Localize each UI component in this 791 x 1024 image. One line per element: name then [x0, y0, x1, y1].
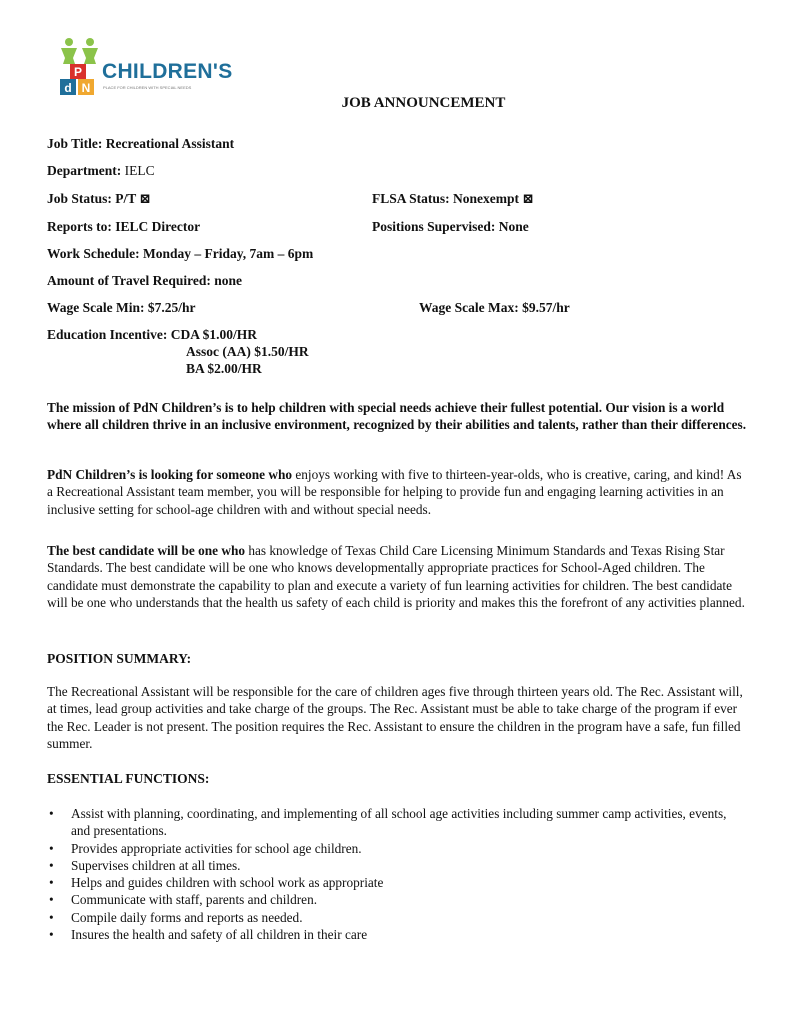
function-text: Insures the health and safety of all children in their care	[71, 927, 368, 943]
function-text: Compile daily forms and reports as needed.	[71, 909, 303, 925]
department-label: Department:	[47, 163, 122, 178]
flsa-status-label: FLSA Status:	[372, 191, 450, 206]
education-incentive-label: Education Incentive:	[47, 327, 168, 342]
travel-text: Amount of Travel Required: none	[47, 273, 243, 288]
logo-block-letter: d	[64, 81, 72, 95]
job-status-label: Job Status:	[47, 191, 112, 206]
education-assoc-value: Assoc (AA) $1.50/HR	[186, 344, 309, 359]
bullet-icon: •	[49, 875, 54, 891]
looking-for-lead: PdN Children’s is looking for someone who	[47, 467, 293, 482]
positions-supervised-value: None	[498, 219, 529, 234]
flsa-status-field	[372, 191, 534, 207]
list-item	[47, 805, 747, 840]
job-title-field	[47, 136, 234, 152]
work-schedule-field	[47, 246, 313, 262]
logo-mark-icon	[56, 36, 104, 98]
education-cda-value: CDA $1.00/HR	[170, 327, 258, 342]
function-text: Helps and guides children with school work as appropriate	[71, 875, 384, 891]
job-status-field	[47, 191, 151, 207]
list-item	[47, 909, 747, 926]
list-item	[47, 874, 747, 891]
bullet-icon: •	[49, 909, 54, 925]
position-summary-heading: POSITION SUMMARY:	[47, 651, 192, 666]
list-item	[47, 840, 747, 857]
reports-to-value: IELC Director	[115, 219, 201, 234]
work-schedule-text: Work Schedule: Monday – Friday, 7am – 6pm	[47, 246, 314, 261]
bullet-icon: •	[49, 806, 54, 821]
pdn-childrens-logo	[56, 36, 233, 98]
essential-functions-list	[47, 805, 747, 943]
list-item	[47, 891, 747, 908]
positions-supervised-field	[372, 219, 529, 235]
job-status-value: P/T ⊠	[115, 191, 151, 206]
looking-for-paragraph	[47, 466, 747, 518]
wage-max-value: $9.57/hr	[522, 300, 570, 315]
best-candidate-text: has knowledge of Texas Child Care Licensing Minimum Standards and Texas Rising Star Standards. The best candidate will be one who knows developmentally appropriate practices for School-Aged children. The candidate must demonstrate the capability to plan and execute a variety of fun learning activities for children. The best candidate will be one who understands that the health us safety of each child is priority and makes this the forefront of any activities planned.	[47, 543, 745, 610]
reports-to-label: Reports to:	[47, 219, 112, 234]
department-field	[47, 163, 155, 179]
function-text: Provides appropriate activities for school age children.	[71, 840, 362, 856]
job-title-label: Job Title:	[47, 136, 103, 151]
logo-name: CHILDREN'S	[102, 60, 233, 83]
list-item	[47, 926, 747, 943]
position-summary-text: The Recreational Assistant will be responsible for the care of children ages five through thirteen years old. The Rec. Assistant will, at times, lead group activities and take charge of the groups. The Rec. Assistant must be able to take charge of the program if ever the Rec. Leader is not present. The position requires the Rec. Assistant to ensure the children in the program have a safe, fun filled summer.	[47, 684, 743, 751]
education-ba-line	[186, 361, 262, 377]
list-item	[47, 857, 747, 874]
department-value: IELC	[124, 163, 155, 178]
mission-statement: The mission of PdN Children’s is to help children with special needs achieve their fullest potential. Our vision is a world where all children thrive in an inclusive environment, recognized by their abilities and talents, rather than their differences.	[47, 400, 747, 433]
wage-max-label: Wage Scale Max:	[419, 300, 519, 315]
wage-min-label: Wage Scale Min:	[47, 300, 145, 315]
bullet-icon: •	[49, 927, 54, 943]
logo-block-letter: P	[73, 65, 83, 79]
function-text: Assist with planning, coordinating, and implementing of all school age activities including summer camp activities, events, and presentations.	[71, 806, 727, 839]
function-text: Communicate with staff, parents and children.	[71, 892, 318, 908]
best-candidate-lead: The best candidate will be one who	[47, 543, 245, 558]
function-text: Supervises children at all times.	[71, 857, 241, 873]
reports-to-field	[47, 219, 200, 235]
logo-block-letter: N	[81, 81, 91, 95]
wage-min-value: $7.25/hr	[147, 300, 196, 315]
bullet-icon: •	[49, 840, 54, 856]
education-incentive-field	[47, 327, 257, 343]
job-title-value: Recreational Assistant	[105, 136, 235, 151]
travel-field	[47, 273, 242, 289]
education-ba-value: BA $2.00/HR	[186, 361, 262, 376]
best-candidate-paragraph	[47, 542, 747, 611]
positions-supervised-label: Positions Supervised:	[372, 219, 496, 234]
essential-functions-heading: ESSENTIAL FUNCTIONS:	[47, 771, 210, 786]
wage-min-field	[47, 300, 196, 316]
flsa-status-value: Nonexempt ⊠	[453, 191, 534, 206]
bullet-icon: •	[49, 892, 54, 908]
page-title: JOB ANNOUNCEMENT	[341, 95, 506, 111]
bullet-icon: •	[49, 857, 54, 873]
wage-max-field	[419, 300, 570, 316]
looking-for-text: enjoys working with five to thirteen-year-olds, who is creative, caring, and kind! As a Recreational Assistant team member, you will be responsible for helping to provide fun and engaging learning activities in an inclusive setting for school-age children with and without special needs.	[47, 467, 742, 517]
education-assoc-line	[186, 344, 309, 360]
logo-tagline: PLACE FOR CHILDREN WITH SPECIAL NEEDS	[103, 85, 192, 90]
